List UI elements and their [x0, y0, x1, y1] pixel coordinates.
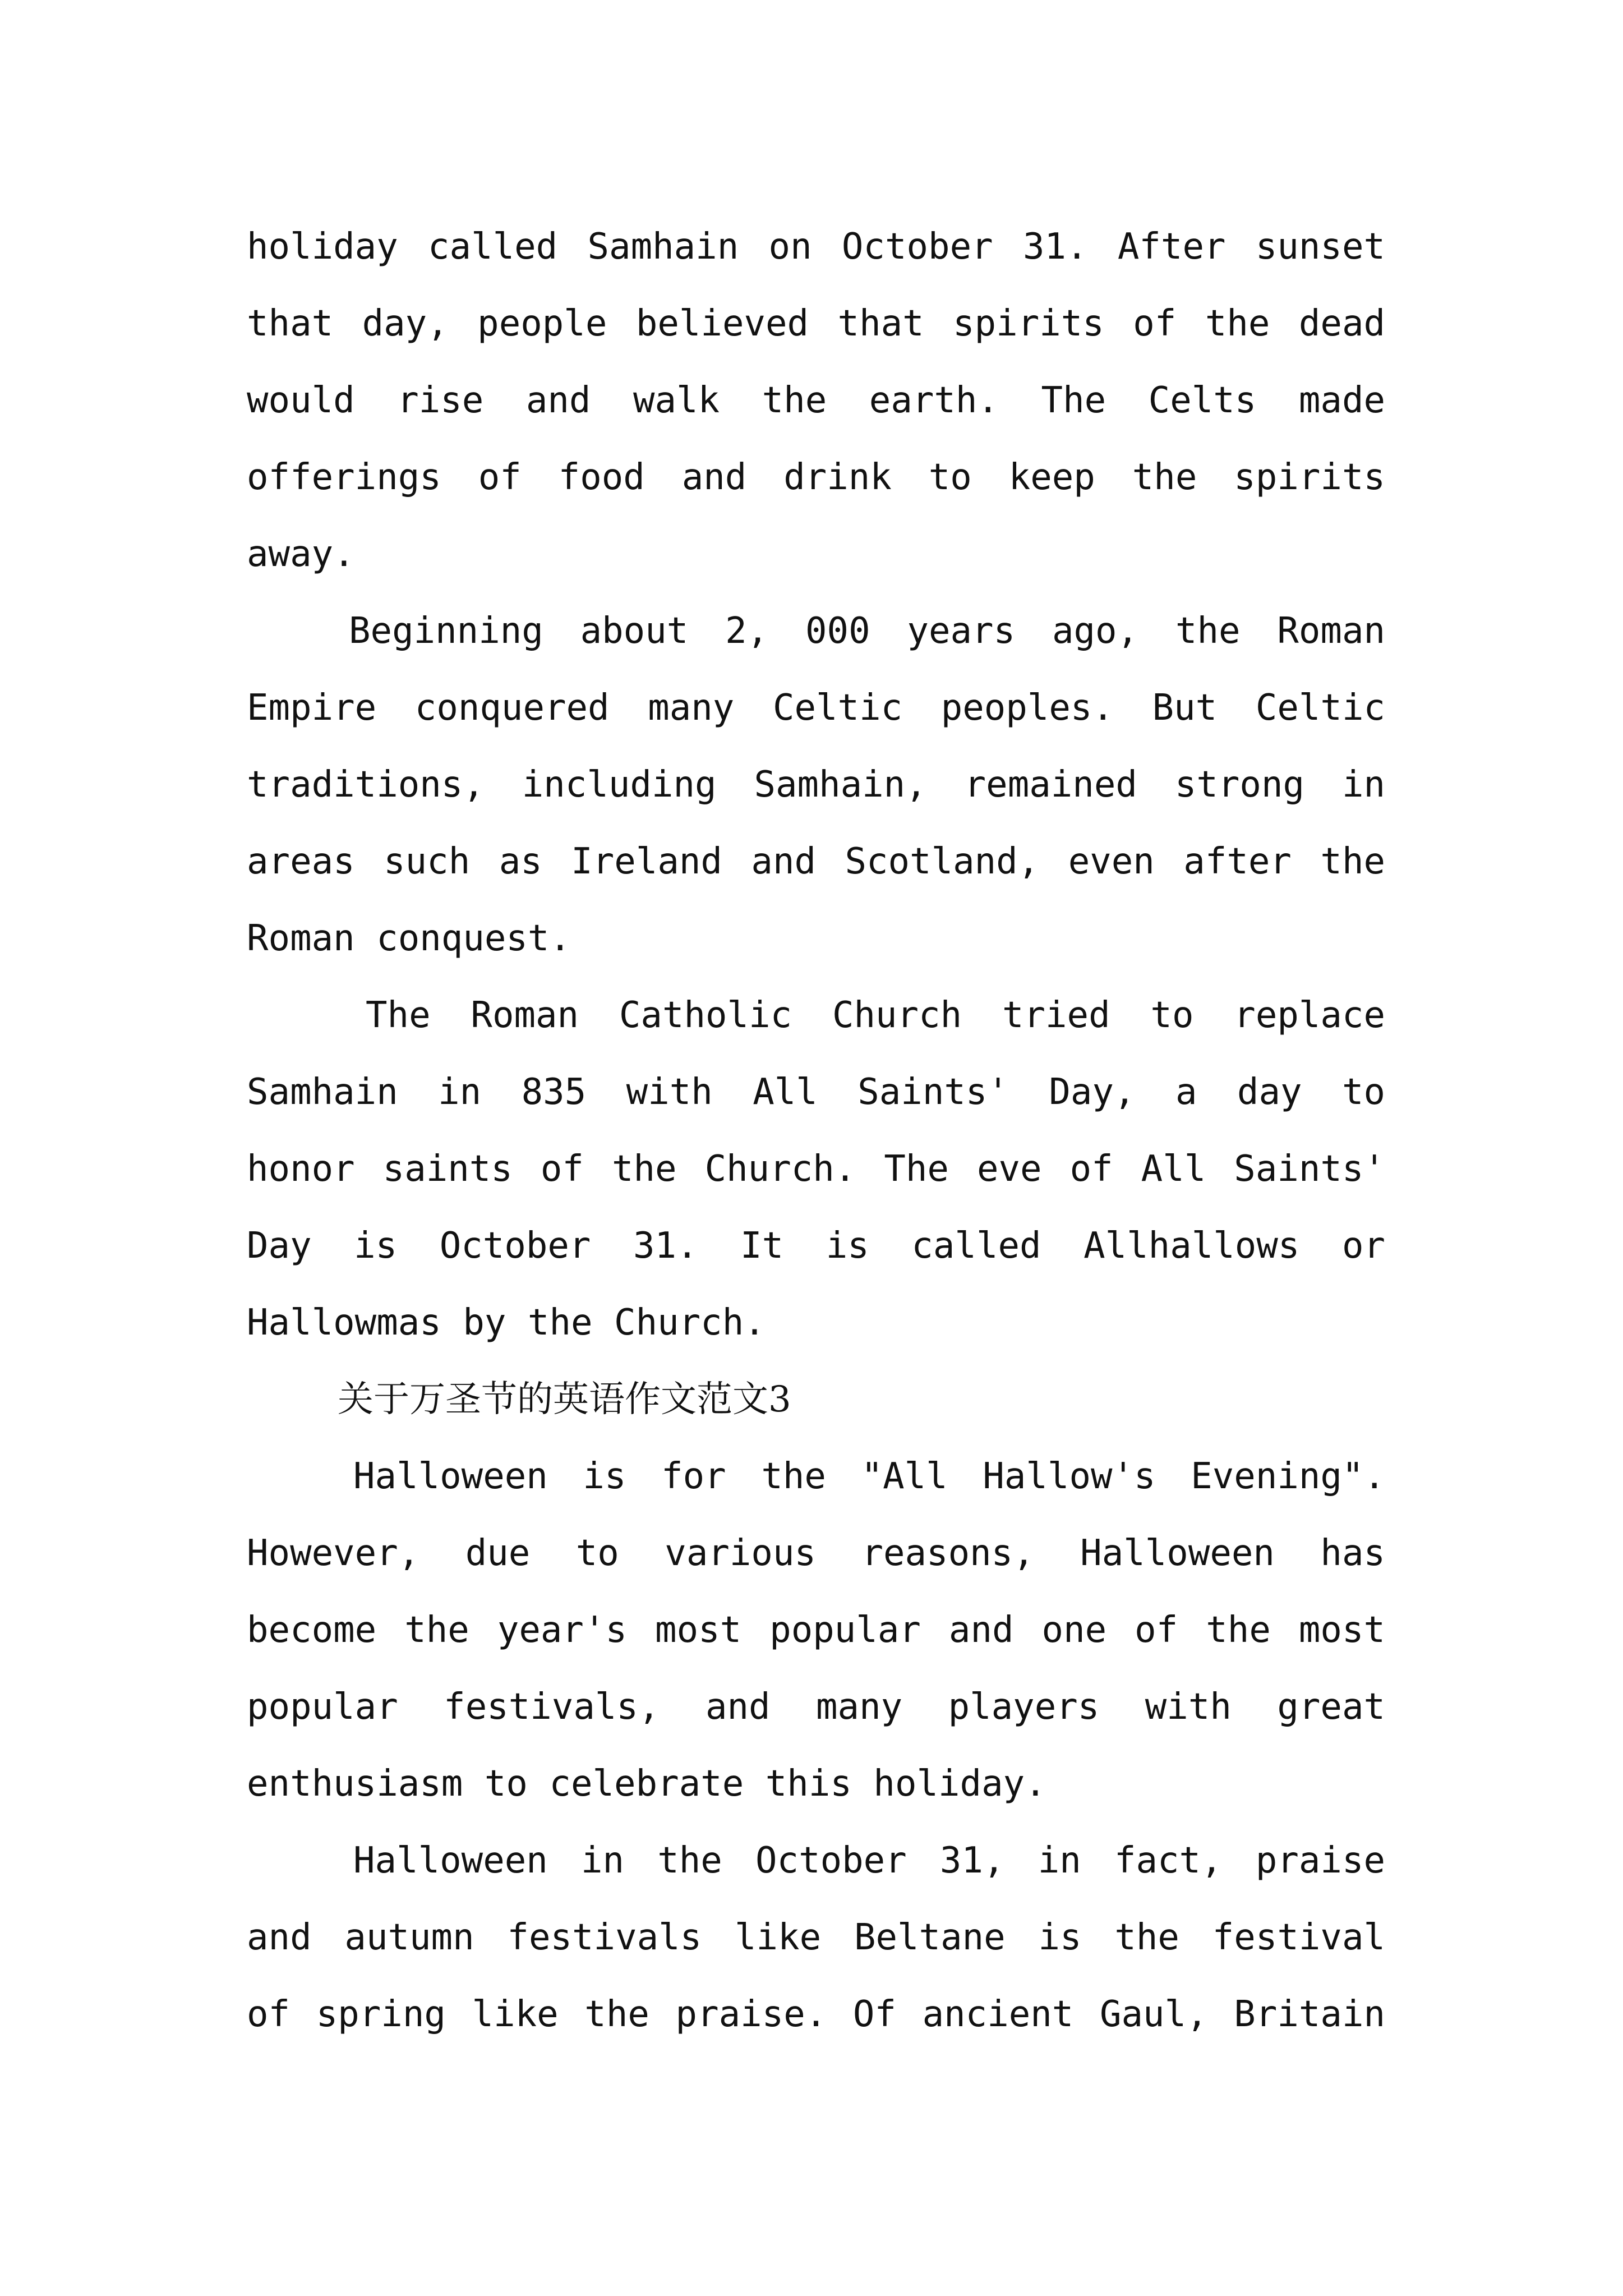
text-line: would rise and walk the earth. The Celts made	[247, 380, 1385, 421]
paragraph-all-saints-day	[247, 977, 1385, 1361]
text-line: traditions, including Samhain, remained strong in	[247, 764, 1385, 806]
section-heading	[247, 1361, 1385, 1438]
text-line: Roman conquest.	[247, 918, 571, 959]
paragraph-halloween-festivals	[247, 1823, 1385, 2053]
text-line: of spring like the praise. Of ancient Gaul, Britain	[247, 1994, 1385, 2035]
text-line: away.	[247, 533, 355, 575]
text-line: Empire conquered many Celtic peoples. But Celtic	[247, 687, 1385, 729]
text-line: holiday called Samhain on October 31. After sunset	[247, 226, 1385, 268]
document-body	[247, 209, 1385, 2053]
paragraph-samhain-origin	[247, 209, 1385, 593]
text-line: Halloween is for the "All Hallow's Evening".	[353, 1456, 1385, 1497]
text-line: Beginning about 2, 000 years ago, the Roman	[349, 610, 1385, 652]
text-line: Samhain in 835 with All Saints' Day, a day to	[247, 1071, 1385, 1113]
text-line: Halloween in the October 31, in fact, praise	[353, 1840, 1385, 1881]
text-line: become the year's most popular and one of the most	[247, 1609, 1385, 1651]
text-line: that day, people believed that spirits of the dead	[247, 303, 1385, 344]
text-line: and autumn festivals like Beltane is the festival	[247, 1917, 1385, 1958]
text-line: offerings of food and drink to keep the spirits	[247, 457, 1385, 498]
text-line: areas such as Ireland and Scotland, even after the	[247, 841, 1385, 882]
text-line: However, due to various reasons, Halloween has	[247, 1533, 1385, 1574]
paragraph-halloween-popularity	[247, 1438, 1385, 1823]
text-line: honor saints of the Church. The eve of All Saints'	[247, 1148, 1385, 1190]
text-line: popular festivals, and many players with great	[247, 1686, 1385, 1728]
text-line: enthusiasm to celebrate this holiday.	[247, 1763, 1046, 1805]
text-line: The Roman Catholic Church tried to replace	[366, 995, 1385, 1036]
paragraph-roman-conquest	[247, 593, 1385, 977]
text-line: Hallowmas by the Church.	[247, 1302, 766, 1343]
section-heading-text: 关于万圣节的英语作文范文3	[338, 1379, 791, 1420]
text-line: Day is October 31. It is called Allhallows or	[247, 1225, 1385, 1267]
